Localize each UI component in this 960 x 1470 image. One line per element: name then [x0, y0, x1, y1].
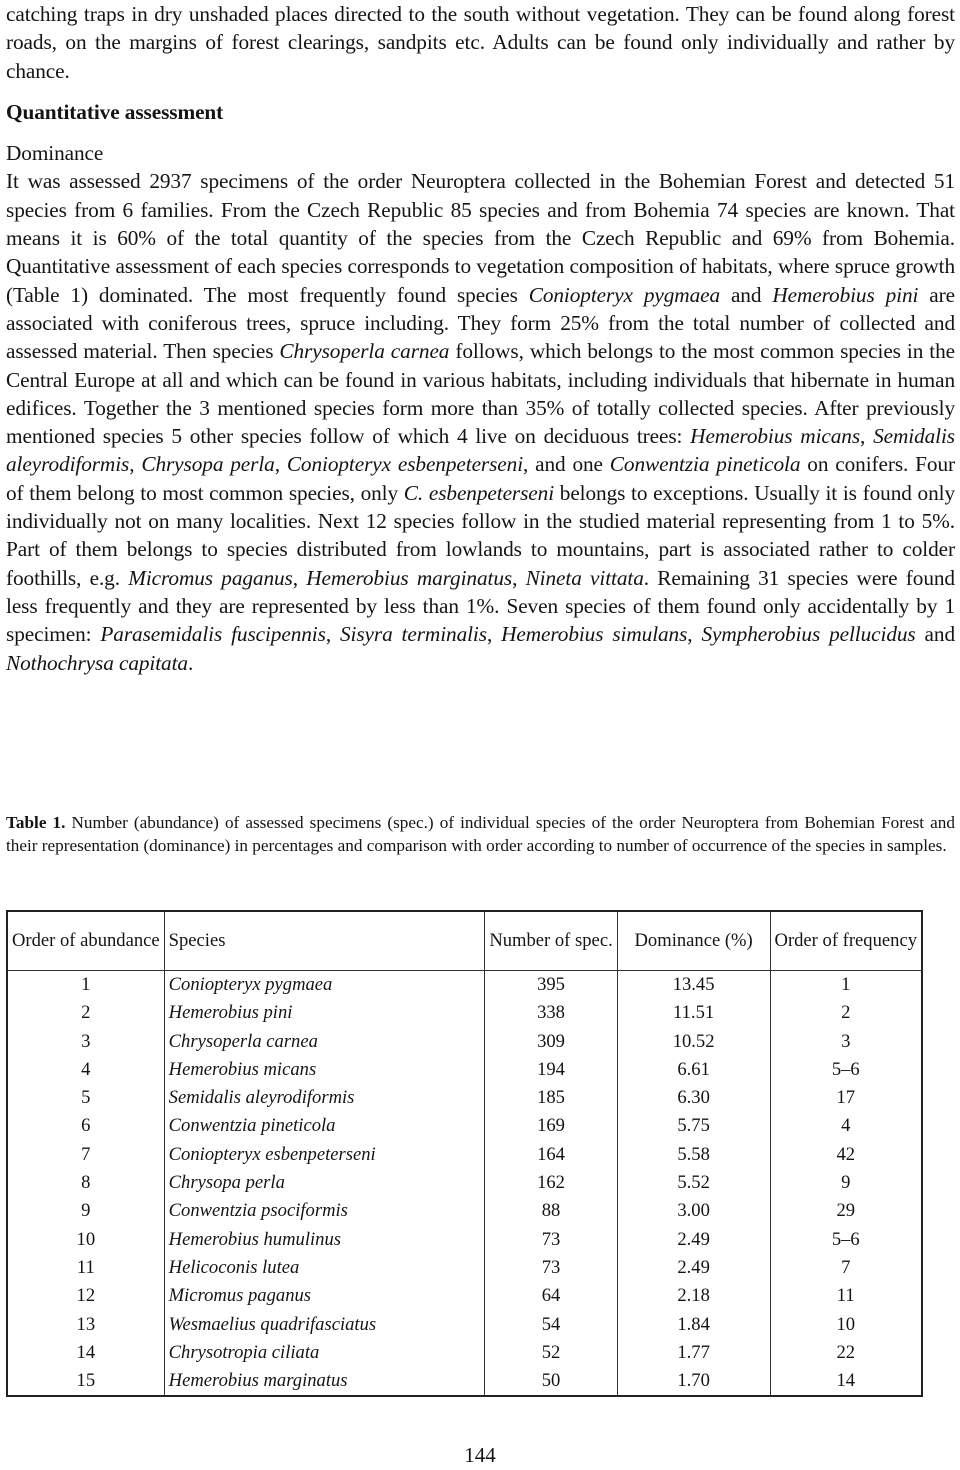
cell-number-of-spec: 162	[485, 1169, 617, 1197]
cell-dominance: 10.52	[617, 1028, 770, 1056]
cell-dominance: 6.30	[617, 1084, 770, 1112]
cell-number-of-spec: 309	[485, 1028, 617, 1056]
cell-species: Coniopteryx pygmaea	[164, 971, 485, 1000]
cell-order-of-frequency: 5–6	[770, 1056, 922, 1084]
table-row	[7, 971, 922, 1000]
table-row	[7, 1367, 922, 1396]
cell-species: Hemerobius pini	[164, 999, 485, 1027]
cell-order-of-abundance: 2	[7, 999, 164, 1027]
table-row	[7, 1084, 922, 1112]
cell-species: Chrysotropia ciliata	[164, 1339, 485, 1367]
cell-dominance: 2.49	[617, 1226, 770, 1254]
col-header-number-of-spec: Number of spec.	[485, 911, 617, 971]
cell-order-of-frequency: 3	[770, 1028, 922, 1056]
cell-species: Chrysopa perla	[164, 1169, 485, 1197]
cell-dominance: 2.18	[617, 1282, 770, 1310]
cell-dominance: 1.77	[617, 1339, 770, 1367]
table-row	[7, 999, 922, 1027]
main-paragraph: It was assessed 2937 specimens of the order Neuroptera collected in the Bohemian Forest and detected 51 species from 6 families. From the Czech Republic 85 species and from Bohemia 74 species are known. That means it is 60% of the total quantity of the species from the Czech Republic and 69% from Bohemia. Quantitative assessment of each species corresponds to vegetation composition of habitats, where spruce growth (Table 1) dominated. The most frequently found species Coniopteryx pygmaea and Hemerobius pini are associated with coniferous trees, spruce including. They form 25% from the total number of collected and assessed material. Then species Chrysoperla carnea follows, which belongs to the most common species in the Central Europe at all and which can be found in various habitats, including individuals that hibernate in human edifices. Together the 3 mentioned species form more than 35% of totally collected species. After previously mentioned species 5 other species follow of which 4 live on deciduous trees: Hemerobius micans, Semidalis aleyrodiformis, Chrysopa perla, Coniopteryx esbenpeterseni, and one Conwentzia pineticola on conifers. Four of them belong to most common species, only C. esbenpeterseni belongs to exceptions. Usually it is found only individually not on many localities. Next 12 species follow in the studied material representing from 1 to 5%. Part of them belongs to species distributed from lowlands to mountains, part is associated rather to colder foothills, e.g. Micromus paganus, Hemerobius marginatus, Nineta vittata. Remaining 31 species were found less frequently and they are represented by less than 1%. Seven species of them found only accidentally by 1 specimen: Parasemidalis fuscipennis, Sisyra terminalis, Hemerobius simulans, Sympherobius pellucidus and Nothochrysa capitata.	[6, 169, 956, 675]
cell-order-of-frequency: 22	[770, 1339, 922, 1367]
cell-dominance: 1.84	[617, 1311, 770, 1339]
cell-order-of-frequency: 7	[770, 1254, 922, 1282]
cell-dominance: 1.70	[617, 1367, 770, 1396]
cell-species: Hemerobius micans	[164, 1056, 485, 1084]
cell-order-of-abundance: 7	[7, 1141, 164, 1169]
cell-number-of-spec: 338	[485, 999, 617, 1027]
cell-number-of-spec: 194	[485, 1056, 617, 1084]
cell-dominance: 11.51	[617, 999, 770, 1027]
table-row	[7, 1282, 922, 1310]
table-caption-label: Table 1.	[6, 813, 66, 832]
cell-number-of-spec: 395	[485, 971, 617, 1000]
table-header-row	[7, 911, 922, 971]
cell-order-of-frequency: 14	[770, 1367, 922, 1396]
cell-dominance: 13.45	[617, 971, 770, 1000]
cell-species: Hemerobius marginatus	[164, 1367, 485, 1396]
col-header-dominance: Dominance (%)	[617, 911, 770, 971]
abundance-table	[6, 910, 923, 1397]
cell-order-of-abundance: 9	[7, 1197, 164, 1225]
table-row	[7, 1112, 922, 1140]
table-row	[7, 1197, 922, 1225]
cell-species: Conwentzia pineticola	[164, 1112, 485, 1140]
cell-species: Micromus paganus	[164, 1282, 485, 1310]
cell-order-of-abundance: 10	[7, 1226, 164, 1254]
cell-order-of-abundance: 4	[7, 1056, 164, 1084]
cell-order-of-frequency: 10	[770, 1311, 922, 1339]
cell-number-of-spec: 164	[485, 1141, 617, 1169]
cell-order-of-frequency: 11	[770, 1282, 922, 1310]
table-caption-text: Number (abundance) of assessed specimens (spec.) of individual species of the order Neuroptera from Bohemian Forest and their representation (dominance) in percentages and comparison with order according to number of occurrence of the species in samples.	[6, 813, 955, 855]
cell-order-of-frequency: 9	[770, 1169, 922, 1197]
cell-species: Conwentzia psociformis	[164, 1197, 485, 1225]
cell-species: Hemerobius humulinus	[164, 1226, 485, 1254]
table-row	[7, 1169, 922, 1197]
cell-dominance: 5.58	[617, 1141, 770, 1169]
table-row	[7, 1141, 922, 1169]
cell-number-of-spec: 169	[485, 1112, 617, 1140]
section-heading: Quantitative assessment	[6, 99, 224, 124]
cell-dominance: 2.49	[617, 1254, 770, 1282]
cell-order-of-frequency: 42	[770, 1141, 922, 1169]
cell-order-of-abundance: 13	[7, 1311, 164, 1339]
cell-number-of-spec: 52	[485, 1339, 617, 1367]
cell-species: Wesmaelius quadrifasciatus	[164, 1311, 485, 1339]
cell-order-of-abundance: 14	[7, 1339, 164, 1367]
cell-dominance: 5.75	[617, 1112, 770, 1140]
table-row	[7, 1339, 922, 1367]
cell-order-of-abundance: 8	[7, 1169, 164, 1197]
table-row	[7, 1226, 922, 1254]
body-text	[6, 0, 955, 677]
cell-order-of-frequency: 4	[770, 1112, 922, 1140]
page-number: 144	[464, 1443, 496, 1467]
col-header-order-of-abundance: Order of abundance	[7, 911, 164, 971]
cell-number-of-spec: 64	[485, 1282, 617, 1310]
cell-number-of-spec: 185	[485, 1084, 617, 1112]
col-header-order-of-frequency: Order of frequency	[770, 911, 922, 971]
cell-number-of-spec: 73	[485, 1226, 617, 1254]
cell-order-of-frequency: 2	[770, 999, 922, 1027]
cell-dominance: 6.61	[617, 1056, 770, 1084]
table-row	[7, 1028, 922, 1056]
table-caption	[6, 812, 955, 857]
cell-species: Helicoconis lutea	[164, 1254, 485, 1282]
table-row	[7, 1254, 922, 1282]
cell-order-of-frequency: 17	[770, 1084, 922, 1112]
table-row	[7, 1311, 922, 1339]
cell-order-of-frequency: 1	[770, 971, 922, 1000]
cell-order-of-frequency: 29	[770, 1197, 922, 1225]
cell-order-of-abundance: 3	[7, 1028, 164, 1056]
cell-number-of-spec: 50	[485, 1367, 617, 1396]
cell-species: Coniopteryx esbenpeterseni	[164, 1141, 485, 1169]
cell-order-of-abundance: 12	[7, 1282, 164, 1310]
subsection-heading: Dominance	[6, 141, 104, 166]
cell-number-of-spec: 88	[485, 1197, 617, 1225]
cell-number-of-spec: 73	[485, 1254, 617, 1282]
cell-dominance: 3.00	[617, 1197, 770, 1225]
cell-order-of-abundance: 1	[7, 971, 164, 1000]
cell-order-of-abundance: 6	[7, 1112, 164, 1140]
intro-paragraph: catching traps in dry unshaded places directed to the south without vegetation. They can be found along forest roads, on the margins of forest clearings, sandpits etc. Adults can be found only individually and rather by chance.	[6, 2, 955, 83]
cell-order-of-frequency: 5–6	[770, 1226, 922, 1254]
cell-species: Chrysoperla carnea	[164, 1028, 485, 1056]
table-row	[7, 1056, 922, 1084]
cell-order-of-abundance: 5	[7, 1084, 164, 1112]
cell-order-of-abundance: 11	[7, 1254, 164, 1282]
table-body	[7, 971, 922, 1397]
cell-dominance: 5.52	[617, 1169, 770, 1197]
cell-species: Semidalis aleyrodiformis	[164, 1084, 485, 1112]
col-header-species: Species	[164, 911, 485, 971]
cell-order-of-abundance: 15	[7, 1367, 164, 1396]
cell-number-of-spec: 54	[485, 1311, 617, 1339]
